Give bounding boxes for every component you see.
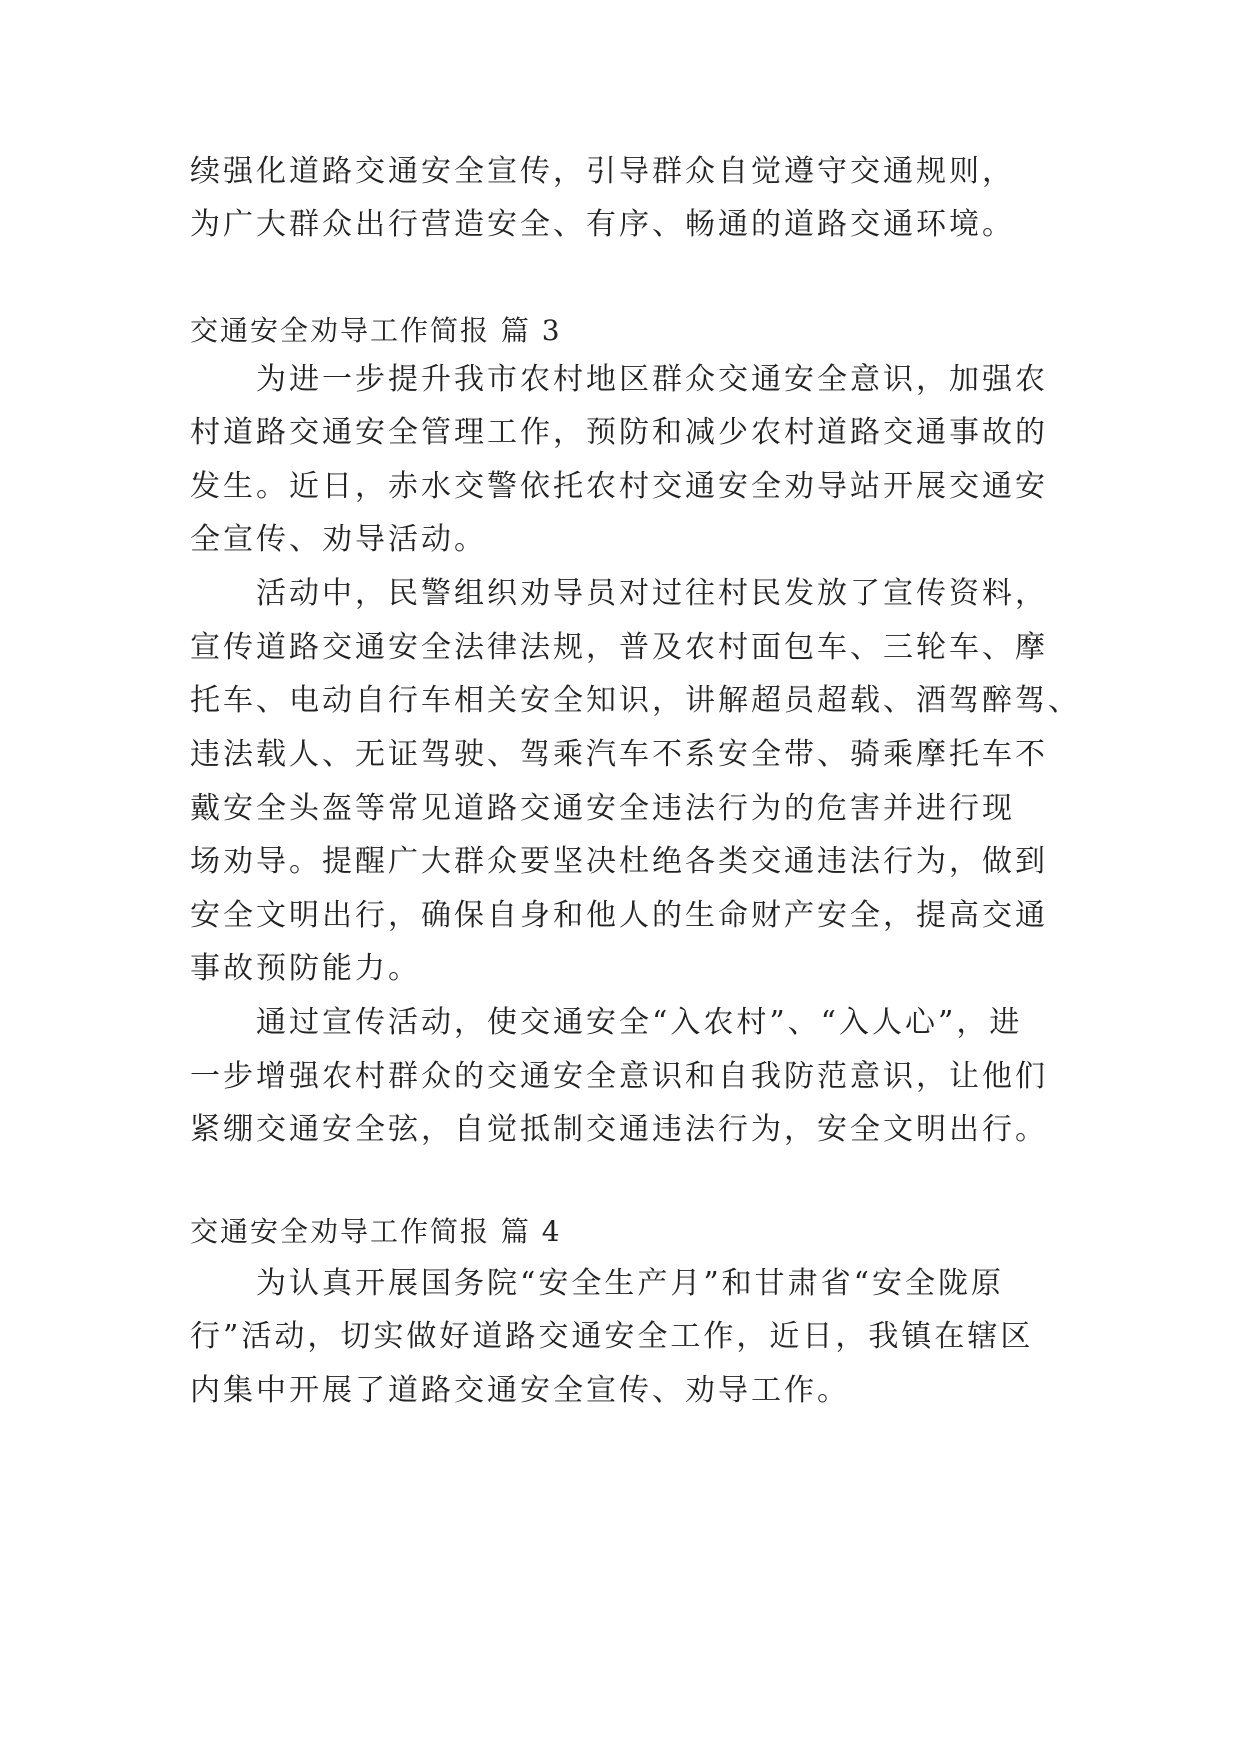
body-text-line: 内集中开展了道路交通安全宣传、劝导工作。 (190, 1373, 850, 1408)
body-text-line: 事故预防能力。 (190, 951, 421, 986)
body-text-line: 紧绷交通安全弦，自觉抵制交通违法行为，安全文明出行。 (190, 1112, 1048, 1147)
body-text-line: 为进一步提升我市农村地区群众交通安全意识，加强农 (256, 362, 1048, 397)
body-text-line: 活动中，民警组织劝导员对过往村民发放了宣传资料， (256, 576, 1048, 611)
body-text-line: 行”活动，切实做好道路交通安全工作，近日，我镇在辖区 (190, 1319, 1034, 1354)
section-heading-3: 交通安全劝导工作简报 篇 3 (190, 314, 562, 347)
body-text-line: 宣传道路交通安全法律法规，普及农村面包车、三轮车、摩 (190, 630, 1048, 665)
body-text-line: 村道路交通安全管理工作，预防和减少农村道路交通事故的 (190, 415, 1048, 450)
body-text-line: 一步增强农村群众的交通安全意识和自我防范意识，让他们 (190, 1059, 1048, 1094)
body-text-line: 全宣传、劝导活动。 (190, 522, 487, 557)
body-text-line: 发生。近日，赤水交警依托农村交通安全劝导站开展交通安 (190, 469, 1048, 504)
body-text-line: 通过宣传活动，使交通安全“入农村”、“入人心”，进 (256, 1005, 1023, 1040)
body-text-line: 安全文明出行，确保自身和他人的生命财产安全，提高交通 (190, 898, 1048, 933)
body-text-line: 续强化道路交通安全宣传，引导群众自觉遵守交通规则， (190, 154, 1015, 189)
body-text-line: 为认真开展国务院“安全生产月”和甘肃省“安全陇原 (256, 1266, 1005, 1301)
body-text-line: 戴安全头盔等常见道路交通安全违法行为的危害并进行现 (190, 791, 1015, 826)
body-text-line: 为广大群众出行营造安全、有序、畅通的道路交通环境。 (190, 207, 1015, 242)
body-text-line: 托车、电动自行车相关安全知识，讲解超员超载、酒驾醉驾、 (190, 683, 1081, 718)
section-heading-4: 交通安全劝导工作简报 篇 4 (190, 1215, 562, 1248)
body-text-line: 违法载人、无证驾驶、驾乘汽车不系安全带、骑乘摩托车不 (190, 737, 1048, 772)
body-text-line: 场劝导。提醒广大群众要坚决杜绝各类交通违法行为，做到 (190, 844, 1048, 879)
